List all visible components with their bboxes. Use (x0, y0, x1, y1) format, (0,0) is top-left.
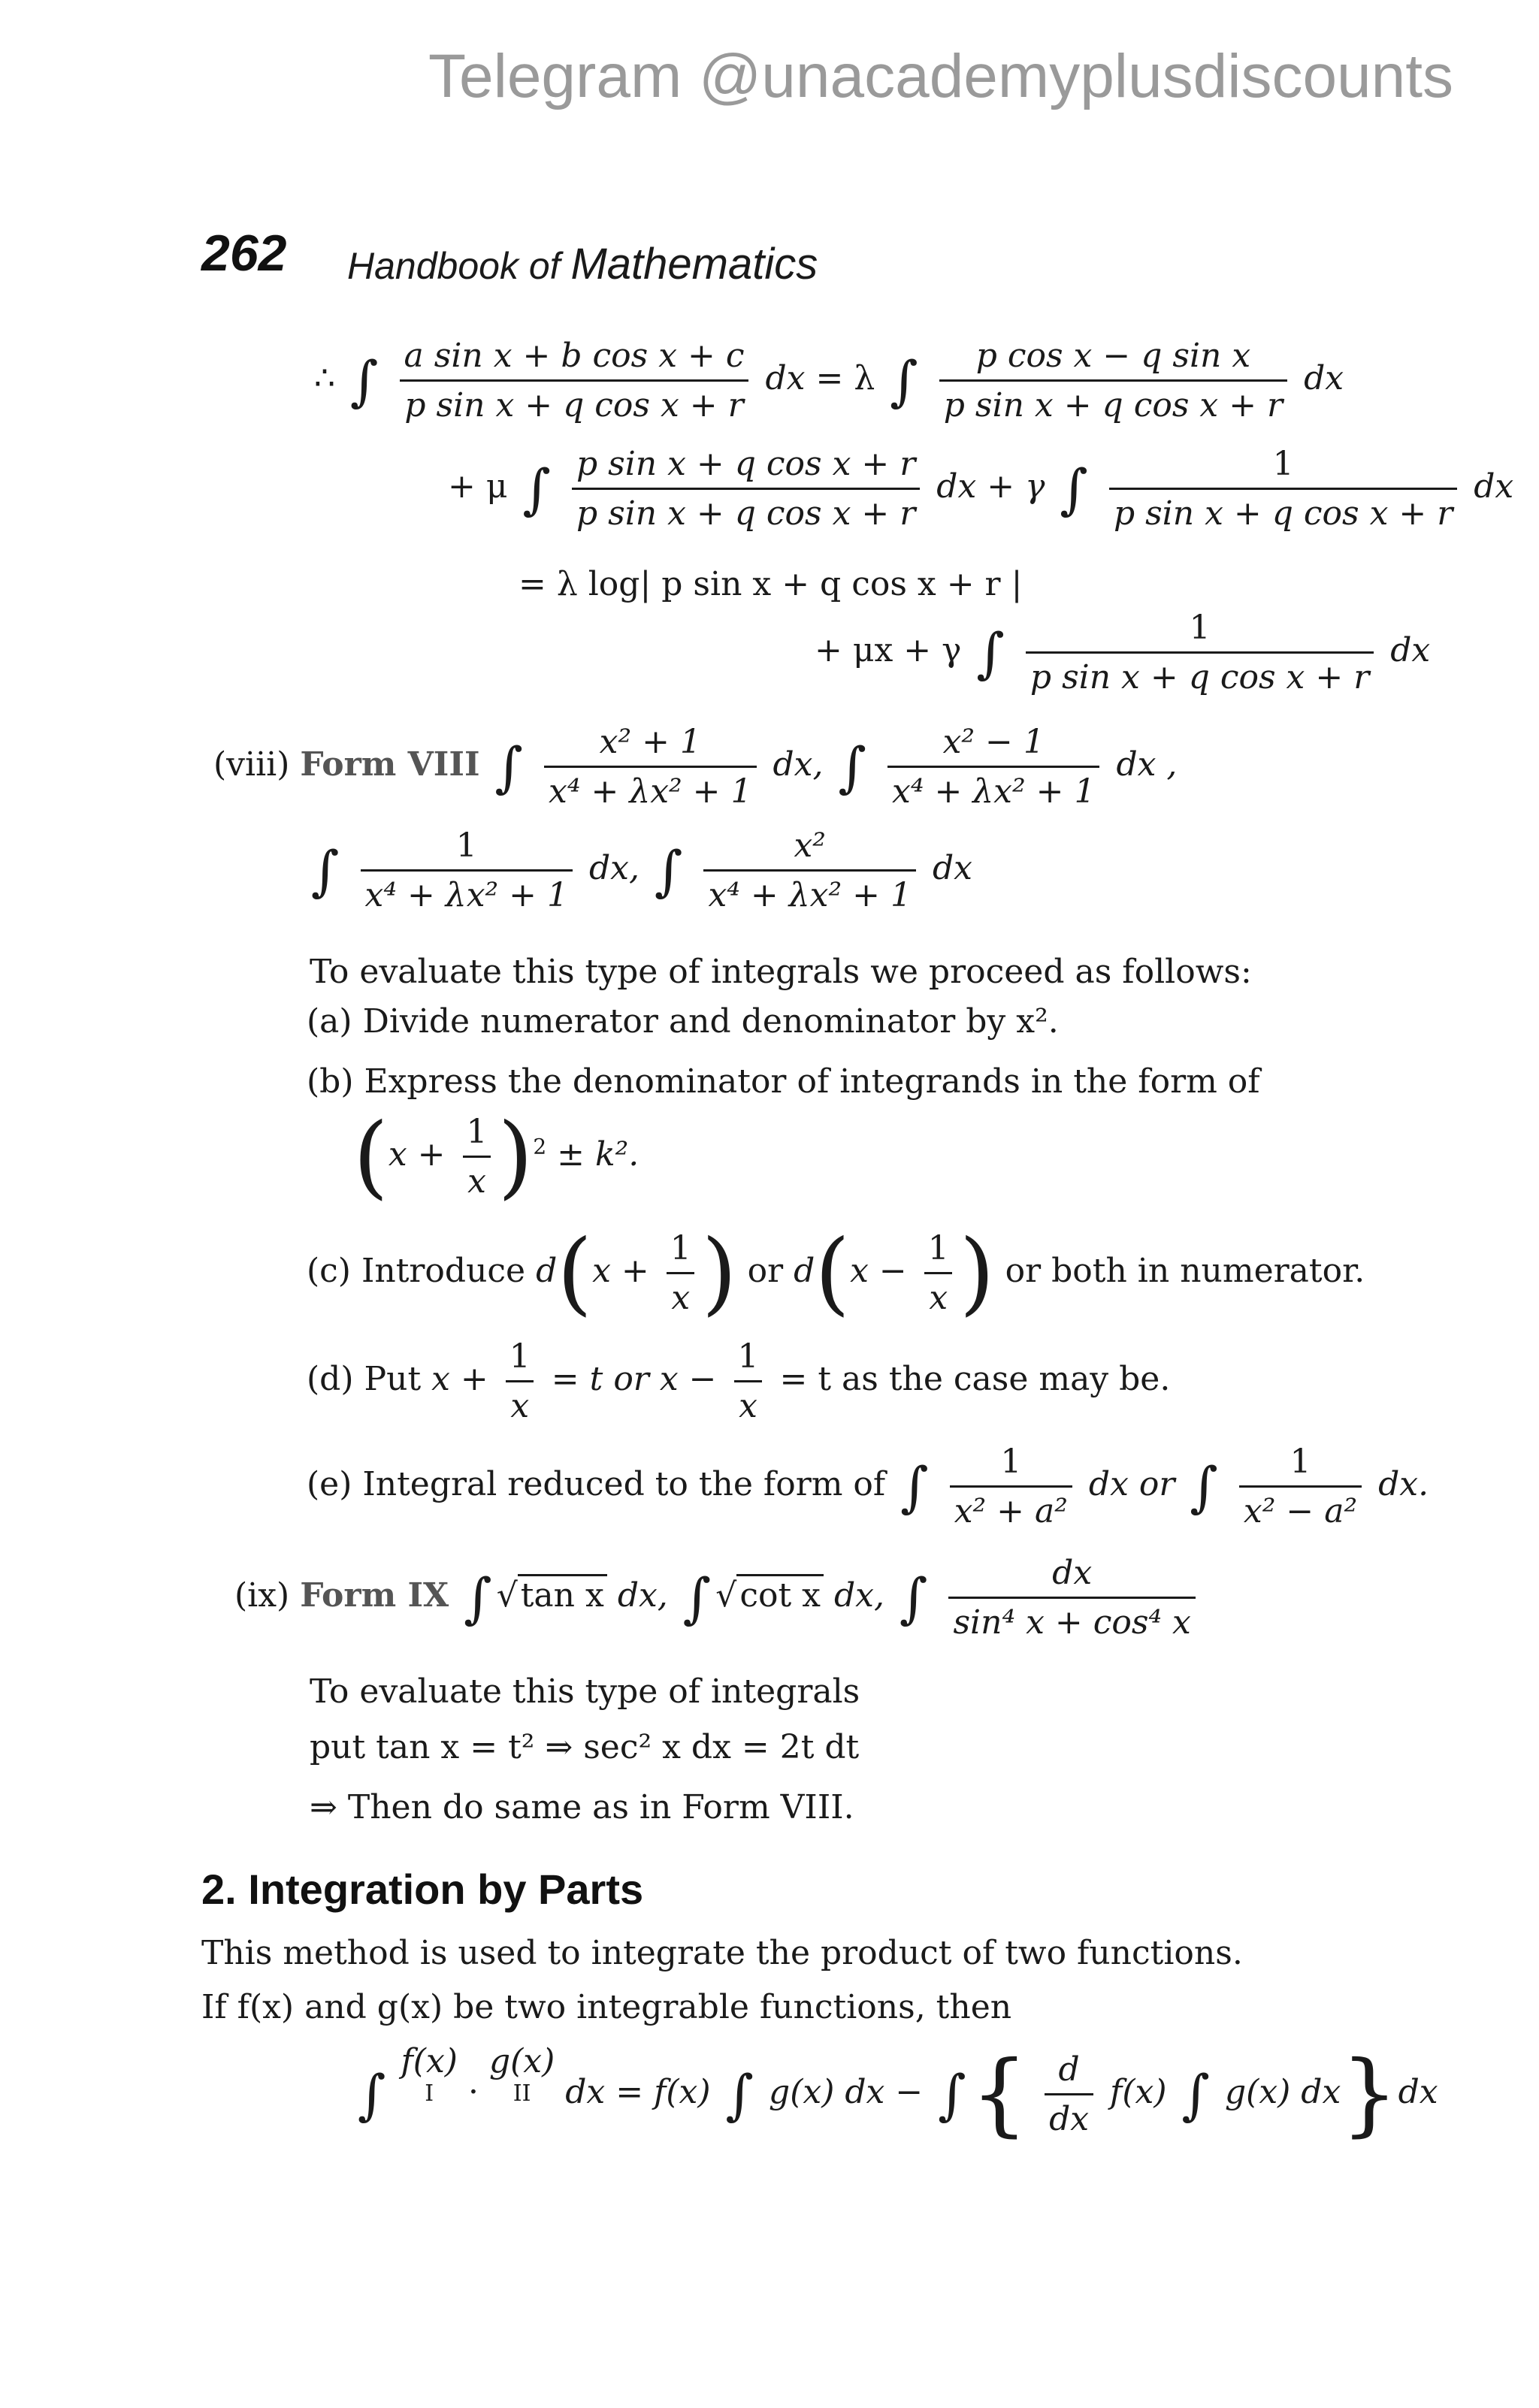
integral-sign: ∫ (1060, 457, 1088, 521)
integral-sign: ∫ (350, 349, 379, 412)
dx: dx , (1116, 745, 1178, 784)
denominator: x⁴ + λx² + 1 (703, 869, 915, 914)
form8-number: (viii) (213, 745, 290, 784)
integral-sign: ∫ (494, 735, 524, 799)
fraction (462, 1113, 492, 1201)
label-I: I (425, 2080, 434, 2107)
left-brace: { (970, 2042, 1029, 2147)
form9-heading-line: (ix) Form IX ∫ √tan x dx, ∫ √cot x dx, ∫ $\frac{dx}{\text{sin⁴ x + cos⁴ x}}$ (234, 1554, 1202, 1642)
integral-sign: ∫ (464, 1566, 492, 1630)
watermark: Telegram @unacademyplusdiscounts (428, 42, 1454, 110)
plus-mu: + μ (448, 467, 508, 506)
integral-sign: ∫ (976, 621, 1005, 684)
step-text: Put (364, 1360, 422, 1398)
fraction (544, 723, 756, 811)
step-label: (d) (307, 1360, 354, 1398)
page-number: 262 (201, 225, 287, 282)
denominator: x (463, 1156, 491, 1201)
left-paren: ( (815, 1221, 851, 1325)
integration-by-parts-formula (353, 2042, 1438, 2147)
step-text: Introduce (361, 1252, 526, 1290)
dx: dx (1398, 2073, 1438, 2111)
left-paren: ( (353, 1104, 389, 1209)
dx: dx, (773, 745, 824, 784)
numerator: 1 (927, 1229, 949, 1267)
integral-sign: ∫ (522, 457, 551, 521)
integral-sign: ∫ (938, 2062, 966, 2126)
dx: dx, (588, 849, 639, 887)
fraction (1239, 1443, 1362, 1530)
book-title-subject: Mathematics (570, 240, 818, 289)
step-label: (b) (307, 1062, 354, 1101)
fraction (505, 1337, 535, 1425)
fraction (1026, 609, 1374, 696)
dx: dx, (617, 1576, 668, 1615)
dx: dx (1474, 467, 1514, 506)
dx: dx (1390, 631, 1431, 669)
step-b-expression (353, 1104, 639, 1209)
denominator: x⁴ + λx² + 1 (361, 869, 573, 914)
denominator: x² − a² (1239, 1485, 1362, 1530)
numerator: a sin x + b cos x + c (404, 337, 745, 375)
numerator: p cos x − q sin x (975, 337, 1251, 375)
sqrt-tan: tan x (518, 1574, 607, 1615)
fraction (666, 1229, 696, 1317)
dx: dx (765, 359, 806, 397)
integral-sign: ∫ (682, 1566, 712, 1630)
integral-sign: ∫ (358, 2062, 386, 2126)
denominator: sin⁴ x + cos⁴ x (948, 1597, 1195, 1642)
numerator: d (1058, 2050, 1080, 2089)
fraction (948, 1554, 1195, 1642)
label-II: II (512, 2080, 531, 2107)
step-c (307, 1221, 1365, 1325)
fraction (400, 337, 749, 424)
x-minus: x − (850, 1252, 907, 1290)
form9-line3: ⇒ Then do same as in Form VIII. (310, 1788, 854, 1826)
form9-number: (ix) (234, 1576, 290, 1615)
derivative-fraction (1045, 2050, 1093, 2138)
step-e (307, 1443, 1429, 1530)
numerator: 1 (509, 1337, 531, 1376)
denominator: x² + a² (950, 1485, 1072, 1530)
step-text: or both in numerator. (1005, 1252, 1365, 1290)
f-of-x: f(x) (401, 2042, 458, 2080)
denominator: x (506, 1380, 534, 1425)
step-text: Integral reduced to the form of (362, 1465, 886, 1503)
dx: dx (932, 849, 972, 887)
denominator: p sin x + q cos x + r (400, 379, 748, 424)
plus-mu-x-gamma: + μx + γ (815, 631, 962, 669)
parts-paragraph-2: If f(x) and g(x) be two integrable functions, then (201, 1988, 1012, 2026)
right-paren: ) (959, 1221, 995, 1325)
form9-label: Form IX (300, 1576, 449, 1615)
numerator: 1 (466, 1113, 488, 1151)
step-b (307, 1062, 1260, 1101)
right-brace: } (1341, 2042, 1398, 2147)
numerator: 1 (1189, 609, 1211, 647)
dx: dx. (1378, 1465, 1429, 1503)
numerator: x² + 1 (599, 723, 701, 761)
denominator: x (734, 1380, 762, 1425)
numerator: 1 (1000, 1443, 1022, 1481)
step-text: = t as the case may be. (779, 1360, 1171, 1398)
form8-intro: To evaluate this type of integrals we proceed as follows: (310, 953, 1252, 991)
step-label: (c) (307, 1252, 351, 1290)
dot: · (467, 2073, 479, 2111)
denominator: x (667, 1272, 694, 1317)
f-of-x: f(x) (1110, 2073, 1167, 2111)
plus-minus-k2: ± k². (557, 1135, 639, 1174)
or-text: or (747, 1252, 784, 1290)
denominator: x⁴ + λx² + 1 (544, 766, 756, 811)
g-of-x: g(x) (488, 2042, 555, 2080)
dx-equals-fx: dx = f(x) (565, 2073, 711, 2111)
f-first (401, 2042, 458, 2107)
integral-sign: ∫ (838, 735, 866, 799)
therefore-symbol: ∴ (314, 359, 335, 397)
gdx-minus: g(x) dx − (769, 2073, 924, 2111)
numerator: 1 (737, 1337, 759, 1376)
x-plus: x + (592, 1252, 649, 1290)
form7-log-line: = λ log| p sin x + q cos x + r | (519, 565, 1023, 603)
denominator: p sin x + q cos x + r (572, 488, 920, 533)
fraction (924, 1229, 954, 1317)
numerator: p sin x + q cos x + r (576, 445, 916, 483)
parts-paragraph-1: This method is used to integrate the product of two functions. (201, 1934, 1243, 1972)
numerator: 1 (1290, 1443, 1311, 1481)
step-label: (a) (307, 1002, 352, 1041)
dx-or: dx or (1088, 1465, 1175, 1503)
equals-t-or: = t or x − (551, 1360, 717, 1398)
numerator: 1 (1272, 445, 1294, 483)
numerator: x² − 1 (942, 723, 1045, 761)
denominator: x (924, 1272, 952, 1317)
form9-line2: put tan x = t² ⇒ sec² x dx = 2t dt (310, 1728, 860, 1766)
d-operator: d (794, 1252, 815, 1290)
x-plus: x + (388, 1135, 446, 1174)
fraction (733, 1337, 763, 1425)
right-paren: ) (497, 1104, 534, 1209)
integral-sign: ∫ (725, 2062, 754, 2126)
denominator: p sin x + q cos x + r (939, 379, 1287, 424)
integral-sign: ∫ (899, 1566, 928, 1630)
fraction (361, 826, 573, 914)
fraction (950, 1443, 1072, 1530)
step-d (307, 1337, 1170, 1425)
numerator: 1 (455, 826, 477, 865)
form7-equation-line1 (314, 337, 1344, 424)
integral-sign: ∫ (654, 838, 683, 902)
numerator: 1 (670, 1229, 691, 1267)
equals-lambda: = λ (815, 359, 875, 397)
g-second (489, 2042, 555, 2107)
integral-sign: ∫ (1181, 2062, 1210, 2126)
form7-equation-line4 (815, 609, 1430, 696)
numerator: x² (794, 826, 826, 865)
numerator: dx (1052, 1554, 1093, 1592)
step-label: (e) (307, 1465, 352, 1503)
integral-sign: ∫ (1190, 1455, 1218, 1518)
fraction (887, 723, 1099, 811)
step-text: Divide numerator and denominator by x². (362, 1002, 1059, 1041)
g-dx: g(x) dx (1225, 2073, 1341, 2111)
form8-line2 (307, 826, 972, 914)
dx-plus-gamma: dx + γ (936, 467, 1045, 506)
integral-sign: ∫ (311, 838, 340, 902)
x-plus: x + (431, 1360, 488, 1398)
form8-heading-line (213, 723, 1177, 811)
integral-sign: ∫ (890, 349, 918, 412)
dx: dx, (833, 1576, 884, 1615)
section-heading: 2. Integration by Parts (201, 1866, 644, 1913)
book-title-prefix: Handbook of (347, 245, 561, 287)
denominator: p sin x + q cos x + r (1026, 651, 1374, 696)
fraction (1109, 445, 1457, 533)
book-title (347, 239, 818, 289)
d-operator: d (536, 1252, 558, 1290)
form9-line1: To evaluate this type of integrals (310, 1672, 860, 1711)
step-a (307, 1002, 1059, 1041)
form7-equation-line2 (448, 445, 1513, 533)
exponent: 2 (533, 1134, 547, 1159)
form8-label: Form VIII (300, 745, 480, 784)
integral-sign: ∫ (900, 1455, 929, 1518)
denominator: dx (1045, 2093, 1093, 2138)
fraction (939, 337, 1287, 424)
left-paren: ( (557, 1221, 593, 1325)
right-paren: ) (701, 1221, 737, 1325)
denominator: p sin x + q cos x + r (1109, 488, 1457, 533)
dx: dx (1304, 359, 1344, 397)
denominator: x⁴ + λx² + 1 (887, 766, 1099, 811)
fraction (703, 826, 915, 914)
fraction (572, 445, 920, 533)
sqrt-cot: cot x (736, 1574, 824, 1615)
step-text: Express the denominator of integrands in the form of (364, 1062, 1260, 1101)
